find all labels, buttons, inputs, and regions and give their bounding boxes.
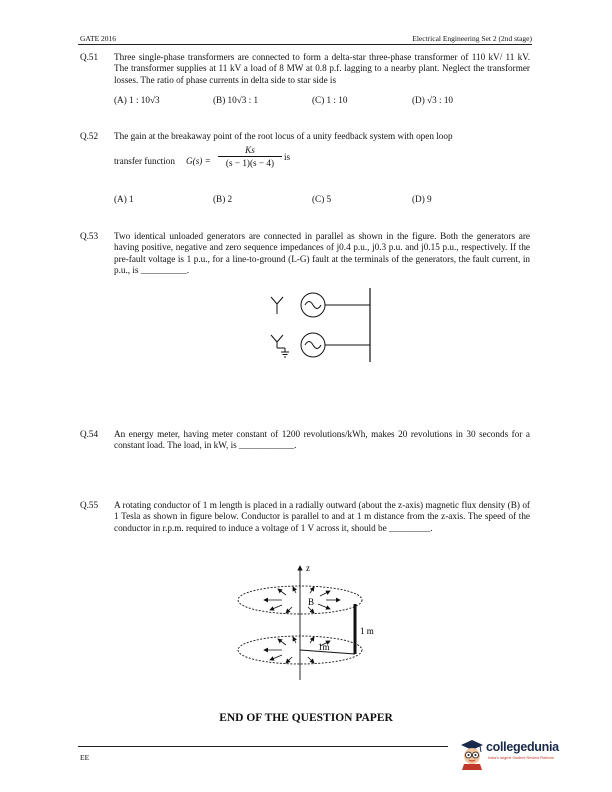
header-right: Electrical Engineering Set 2 (2nd stage) (412, 34, 532, 43)
question-text: Three single-phase transformers are connected to form a delta-star three-phase transformer of 110 kV/ 11 kV. The transformer supplies at 11 kV a load of 8 MW at 0.8 p.f. lagging to a nearby plant. Neglect the transformer losses. The ratio of phase currents in delta side to star side is (114, 52, 530, 85)
footer-left: EE (80, 753, 90, 762)
grounded-star-symbol (271, 335, 289, 357)
flux-label: B (308, 597, 315, 607)
collegedunia-logo (458, 736, 559, 770)
option-b: (B) 10√3 : 1 (213, 95, 259, 105)
star-connection-symbol (271, 297, 283, 314)
option-c: (C) 5 (312, 194, 332, 204)
option-c: (C) 1 : 10 (312, 95, 348, 105)
header-rule (78, 44, 532, 45)
brand-name: collegedunia (486, 740, 559, 754)
tf-numerator: Ks (245, 145, 255, 155)
tf-label: transfer function (114, 156, 175, 166)
question-number: Q.55 (80, 500, 99, 510)
header-left: GATE 2016 (80, 34, 117, 43)
tf-lhs: G(s) = (186, 156, 211, 166)
conductor-length-label: 1 m (360, 626, 374, 636)
tf-after: is (284, 152, 291, 162)
end-of-paper: END OF THE QUESTION PAPER (219, 712, 393, 724)
footer-rule (78, 746, 448, 747)
option-a: (A) 1 (114, 194, 134, 204)
brand-tagline: India's largest Student Review Platform (488, 756, 555, 760)
option-d: (D) 9 (412, 194, 432, 204)
question-text: An energy meter, having meter constant of 1200 revolutions/kWh, makes 20 revolutions in 30 seconds for a constant load. The load, in kW, is ____________. (114, 429, 530, 451)
mascot-icon (458, 736, 486, 770)
question-text: A rotating conductor of 1 m length is placed in a radially outward (about the z-axis) magnetic flux density (B) of 1 Tesla as shown in figure below. Conductor is parallel to and at 1 m distance from the z-axis. The speed of the conductor in r.p.m. required to induce a voltage of 1 V across it, should be _________. (114, 500, 530, 533)
flux-arrows-top (264, 587, 340, 613)
question-number: Q.54 (80, 429, 99, 439)
question-number: Q.52 (80, 131, 99, 141)
tf-fraction-bar (218, 156, 282, 157)
option-a: (A) 1 : 10√3 (114, 95, 160, 105)
option-b: (B) 2 (213, 194, 233, 204)
radius-label: 1m (318, 642, 330, 652)
option-d: (D) √3 : 10 (412, 95, 454, 105)
rotating-conductor-figure (230, 560, 410, 690)
z-axis-label: z (306, 563, 310, 573)
question-text: The gain at the breakaway point of the root locus of a unity feedback system with open loop (114, 131, 453, 141)
question-number: Q.53 (80, 231, 99, 241)
generator-parallel-figure (260, 284, 380, 364)
tf-denominator: (s − 1)(s − 4) (225, 158, 275, 168)
question-text: Two identical unloaded generators are connected in parallel as shown in the figure. Both the generators are having positive, negative and zero sequence impedances of j0.4 p.u., j0.3 p.u. and j0.15 p.u., respectively. If the pre-fault voltage is 1 p.u., for a line-to-ground (L-G) fault at the terminals of the generators, the fault current, in p.u., is __________. (114, 231, 530, 276)
question-number: Q.51 (80, 52, 99, 62)
